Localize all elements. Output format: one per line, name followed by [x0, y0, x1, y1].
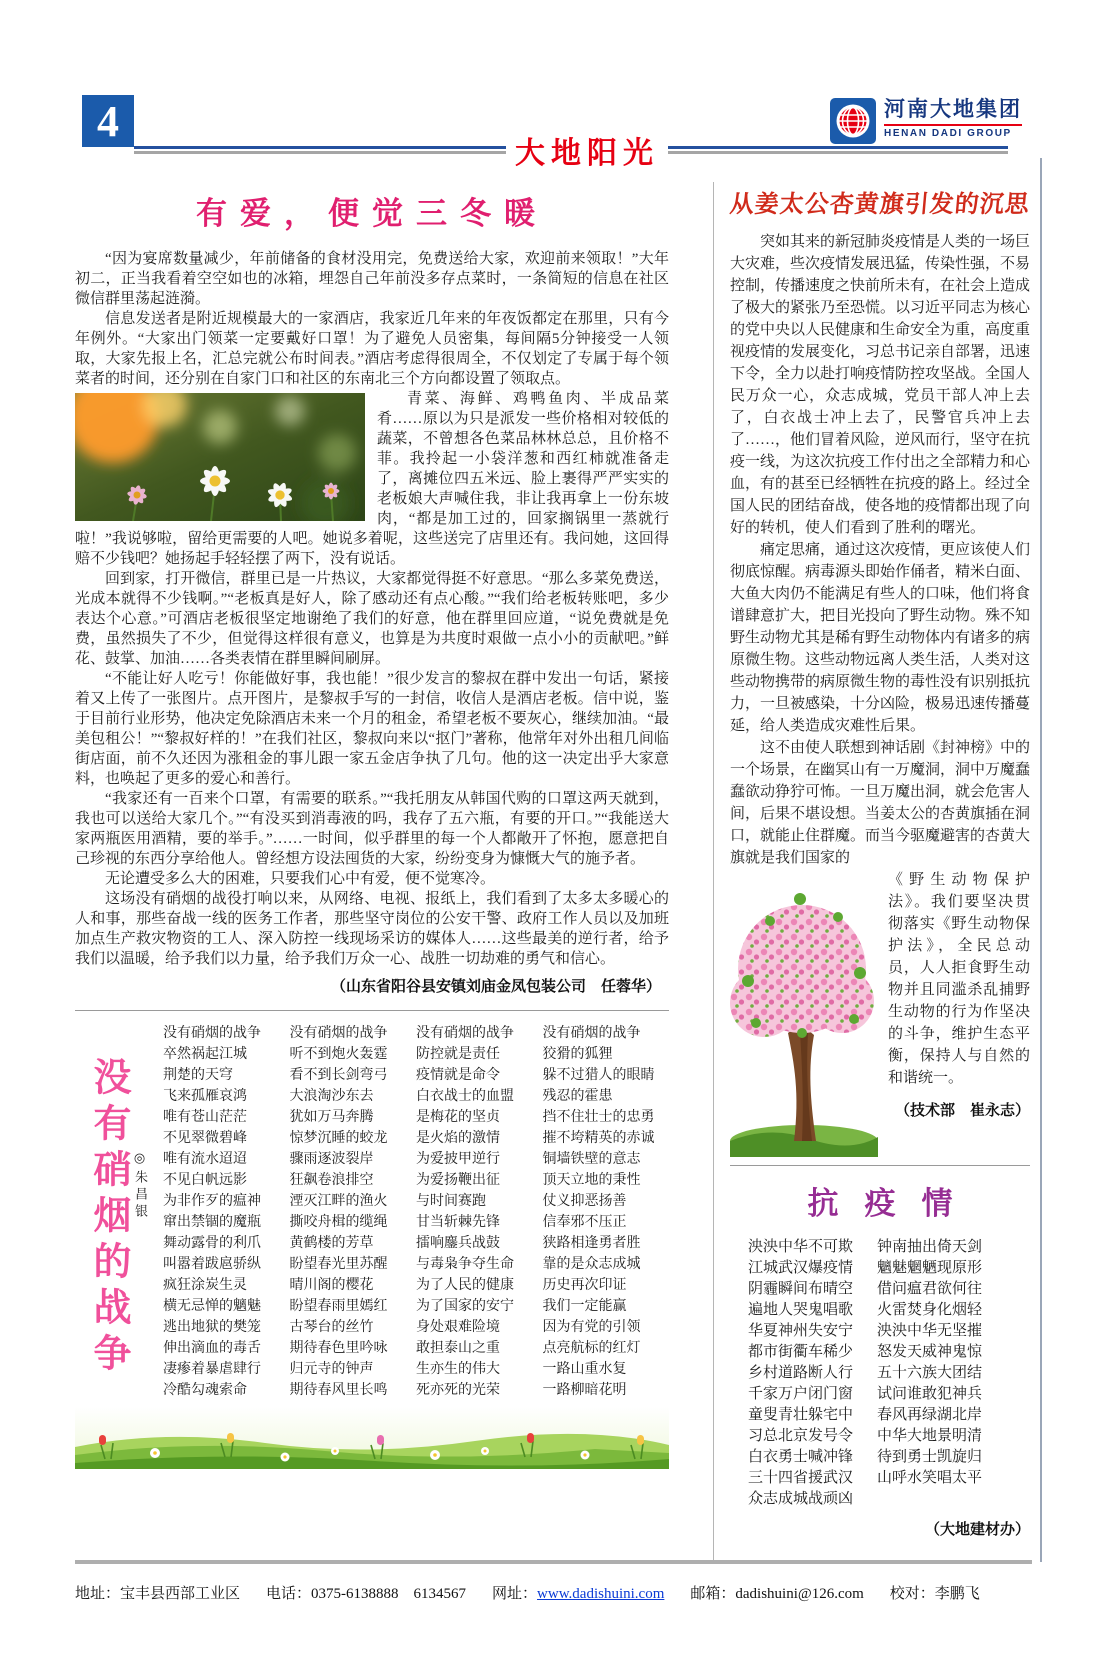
poem2-line: 借问瘟君欲何往 [877, 1281, 983, 1297]
poem1-line: 黄鹤楼的芳草 [289, 1236, 374, 1251]
footer-phone: 电话：0375-6138888 6134567 [266, 1586, 467, 1602]
left-section-divider [75, 1010, 669, 1011]
poem2-line: 乡村道路断人行 [748, 1365, 854, 1381]
poem1-line: 摧不垮精英的赤诚 [542, 1131, 655, 1146]
article2-paragraph: 痛定思痛，通过这次疫情，更应该使人们彻底惊醒。病毒源头即始作俑者，精米白面、大鱼大肉仍不能满足有些人的口味，他们将食谱肆意扩大，把目光投向了野生动物。殊不知野生动物尤其是稀有野生动物体内有诸多的病原微生物。这些动物远离人类生活，人类对这些动物携带的病原微生物的毒性没有识别抵抗力，一旦被感染，十分凶险，极易迅速传播蔓延，给人类造成灾难性后果。 [730, 542, 1031, 734]
poem2-line: 魑魅魍魉现原形 [877, 1260, 983, 1276]
footer-website [492, 1582, 664, 1603]
right-section-divider [730, 1165, 1030, 1166]
poem1-line: 残忍的霍患 [542, 1089, 613, 1104]
footer-proofreader: 校对：李鹏飞 [889, 1586, 980, 1602]
poem1-line: 归元寺的钟声 [289, 1362, 374, 1377]
page-number: 4 [82, 95, 134, 147]
page-right-border [1040, 158, 1042, 1562]
poem2-column-2 [877, 1237, 982, 1510]
poem2-line: 怒发天威神鬼惊 [877, 1344, 983, 1360]
article1-paragraph: “我家还有一百来个口罩，有需要的联系。”“我托朋友从韩国代购的口罩这两天就到，我也可以送给大家几个。”“有没买到消毒液的吗，我存了五六瓶，有要的开口。”“我能送大家两瓶医用酒精，要的举手。”……一时间，似乎群里的每一个人都敞开了怀抱，愿意把自己珍视的东西分享给他人。曾经想方设法囤货的大家，纷纷变身为慷慨大气的施予者。 [75, 791, 669, 867]
poem1-line: 一路山重水复 [542, 1362, 627, 1377]
poem2-line: 众志成城战顽凶 [748, 1491, 854, 1507]
poem1-line: 骤雨逐波裂岸 [289, 1152, 374, 1167]
footer-address: 地址：宝丰县西部工业区 [75, 1586, 241, 1602]
article1-byline: （山东省阳谷县安镇刘庙金凤包装公司 任蓉华） [330, 978, 661, 995]
poem1-line: 横无忌惮的魑魅 [163, 1299, 261, 1314]
poem2-line: 童叟青壮躲宅中 [748, 1407, 854, 1423]
poem1-line: 挡不住壮士的忠勇 [542, 1110, 655, 1125]
poem1-line: 舞动露骨的利爪 [163, 1236, 261, 1251]
footer-email: 邮箱：dadishuini@126.com [690, 1586, 864, 1602]
footer-website-label: 网址： [492, 1586, 538, 1602]
poem1-line: 与时间赛跑 [416, 1194, 486, 1209]
poem1-line: 点亮航标的红灯 [542, 1341, 641, 1356]
poem1-line: 躲不过猎人的眼睛 [542, 1068, 655, 1083]
globe-icon [830, 98, 876, 149]
poem2-line: 习总北京发号令 [748, 1428, 854, 1444]
logo-name-cn: 河南大地集团 [884, 98, 1022, 121]
poem1-line: 是火焰的激情 [416, 1131, 500, 1146]
poem2-line: 火雷焚身化烟轻 [877, 1302, 983, 1318]
poem1-line: 我们一定能赢 [542, 1299, 627, 1314]
poem1-line: 死亦死的光荣 [416, 1383, 500, 1398]
article1-paragraph: 这场没有硝烟的战役打响以来，从网络、电视、报纸上，我们看到了太多太多暖心的人和事，那些奋战一线的医务工作者，那些坚守岗位的公安干警、政府工作人员以及加班加点生产救灾物资的工人、深入防控一线现场采访的媒体人……这些最美的逆行者，给予我们以温暖，给予我们以力量，给予我们万众一心、战胜一切劫难的勇气和信心。 [75, 891, 669, 967]
poem1-line: 看不到长剑弯弓 [289, 1068, 388, 1083]
poem1-line: 盼望春雨里嫣红 [289, 1299, 388, 1314]
poem1-line: 湮灭江畔的渔火 [289, 1194, 388, 1209]
poem1-line: 听不到炮火轰霆 [289, 1047, 388, 1062]
poem1-line: 一路柳暗花明 [542, 1383, 627, 1398]
article1-paragraph: “因为宴席数量减少，年前储备的食材没用完，免费送给大家，欢迎前来领取！”大年初二，正当我看着空空如也的冰箱，埋怨自己年前没多存点菜时，一条简短的信息在社区微信群里荡起涟漪。 [75, 251, 669, 307]
poem2-line: 钟南抽出倚天剑 [877, 1239, 983, 1255]
poem1-line: 荆楚的天穹 [163, 1068, 233, 1083]
poem1-line: 撕咬舟楫的缆绳 [289, 1215, 388, 1230]
poem1-line: 因为有党的引领 [542, 1320, 641, 1335]
poem1-line: 为了人民的健康 [416, 1278, 514, 1293]
poem1-line: 狭路相逢勇者胜 [542, 1236, 641, 1251]
flower-photo [75, 393, 365, 521]
page-footer [75, 1560, 1032, 1603]
article1-paragraph: 回到家，打开微信，群里已是一片热议，大家都觉得挺不好意思。“那么多菜免费送，光成本就得不少钱啊。”“老板真是好人，除了感动还有点心酸。”“我们给老板转账吧，多少表达个心意。”可酒店老板很坚定地谢绝了我们的好意，他在群里回应道，“说免费就是免费，虽然损失了不少，但觉得这样很有意义，也算是为共度时艰做一点小小的贡献吧。”鲜花、鼓掌、加油……各类表情在群里瞬间刷屏。 [75, 571, 669, 667]
header-rule-left [134, 146, 506, 149]
article2-body [730, 231, 1030, 1120]
poem2-line: 试问谁敢犯神兵 [877, 1386, 983, 1402]
poem1-line: 疫情就是命令 [416, 1068, 500, 1083]
poem1-line: 惊梦沉睡的蛟龙 [289, 1131, 388, 1146]
poem2-line: 白衣勇士喊冲锋 [748, 1449, 854, 1465]
article2-paragraph: 突如其来的新冠肺炎疫情是人类的一场巨大灾难，些次疫情发展迅猛，传染性强，不易控制，传播速度之快前所未有，在社会上造成了极大的紧张乃至恐慌。以习近平同志为核心的党中央以人民健康和生命安全为重，高度重视疫情的发展变化，习总书记亲自部署，迅速下令，全力以赴打响疫情防控攻坚战。全国人民万众一心，众志成城，党员干部人冲上去了，白衣战士冲上去了，民警官兵冲上去了……，他们冒着风险，逆风而行，坚守在抗疫一线，为这次抗疫工作付出之全部精力和心血，有的甚至已经牺牲在抗疫的路上。经过全国人民的团结奋战，使各地的疫情都出现了向好的转机，使人们看到了胜利的曙光。 [730, 234, 1031, 536]
poem1-line: 擂响鏖兵战鼓 [416, 1236, 500, 1251]
poem1-line: 信奉邪不压正 [542, 1215, 627, 1230]
poem2-line: 五十六族大团结 [877, 1365, 983, 1381]
poem2-line: 遍地人哭鬼唱歌 [748, 1302, 854, 1318]
poem2-line: 都市街衢车稀少 [748, 1344, 854, 1360]
poem1-line: 卒然祸起江城 [163, 1047, 247, 1062]
poem1-line: 不见白帆远影 [163, 1173, 247, 1188]
poem1-column-3 [416, 1023, 543, 1423]
poem-fight-epidemic [730, 1237, 1030, 1510]
poem1-line: 为了国家的安宁 [416, 1299, 514, 1314]
poem1-line: 为爱披甲逆行 [416, 1152, 500, 1167]
poem1-line: 期待春色里吟咏 [289, 1341, 388, 1356]
footer-rule [75, 1560, 1032, 1564]
poem1-line: 逃出地狱的樊笼 [163, 1320, 261, 1335]
poem1-title: 没有硝烟的战争 [87, 1057, 129, 1379]
poem1-line: 唯有流水迢迢 [163, 1152, 247, 1167]
poem2-line: 江城武汉爆疫情 [748, 1260, 854, 1276]
poem1-line: 狂飙卷浪排空 [289, 1173, 374, 1188]
right-column [730, 182, 1030, 1562]
left-column [75, 182, 669, 1562]
article1-paragraph: 无论遭受多么大的困难，只要我们心中有爱，便不觉寒冷。 [105, 871, 496, 887]
poem1-line: 身处艰难险境 [416, 1320, 500, 1335]
poem2-line: 泱泱中华无坚摧 [877, 1323, 983, 1339]
logo-name-en: HENAN DADI GROUP [884, 128, 1012, 139]
article2-title: 从姜太公杏黄旗引发的沉思 [728, 192, 1031, 218]
poem2-line: 泱泱中华不可欺 [748, 1239, 854, 1255]
poem1-line: 没有硝烟的战争 [163, 1026, 261, 1041]
poem1-line: 不见翠微碧峰 [163, 1131, 247, 1146]
poem2-line: 春风再绿湖北岸 [877, 1407, 983, 1423]
poem1-line: 敢担泰山之重 [416, 1341, 500, 1356]
poem2-line: 待到勇士凯旋归 [877, 1449, 983, 1465]
article1-paragraph: 信息发送者是附近规模最大的一家酒店，我家近几年来的年夜饭都定在那里，只有今年例外。“大家出门领菜一定要戴好口罩！为了避免人员密集，每间隔5分钟接受一人领取，大家先报上名，汇总完就公布时间表。”酒店考虑得很周全，不仅划定了专属于每个领菜者的时间，还分别在自家门口和社区的东南北三个方向都设置了领取点。 [75, 311, 669, 387]
poem2-title: 抗疫情 [807, 1186, 979, 1221]
article2-byline: （技术部 崔永志） [894, 1102, 1030, 1119]
poem-war-without-gunsmoke [75, 1023, 669, 1423]
poem1-line: 疯狂涂炭生灵 [163, 1278, 247, 1293]
poem1-column-1 [163, 1023, 290, 1423]
blossom-tree-illustration [730, 873, 878, 1165]
poem2-line: 千家万户闭门窗 [748, 1386, 854, 1402]
column-divider [713, 182, 714, 1562]
poem1-line: 防控就是责任 [416, 1047, 500, 1062]
masthead-title: 大地阳光 [515, 137, 659, 170]
poem1-line: 与毒枭争夺生命 [416, 1257, 514, 1272]
poem1-author: ◎朱昌银 [133, 1151, 148, 1221]
poem1-line: 为非作歹的瘟神 [163, 1194, 261, 1209]
poem1-line: 唯有苍山茫茫 [163, 1110, 247, 1125]
poem2-line: 三十四省援武汉 [748, 1470, 854, 1486]
poem1-line: 伸出滴血的毒舌 [163, 1341, 261, 1356]
poem2-byline: （大地建材办） [924, 1521, 1030, 1538]
poem1-line: 窜出禁锢的魔瓶 [163, 1215, 261, 1230]
poem1-line: 历史再次印证 [542, 1278, 627, 1293]
article1-title: 有爱，便觉三冬暖 [196, 196, 548, 231]
poem1-line: 盼望春光里苏醒 [289, 1257, 388, 1272]
article1-paragraph: 青菜、海鲜、鸡鸭鱼肉、半成品菜肴……原以为只是派发一些价格相对较低的蔬菜，不曾想各色菜品林林总总，且价格不菲。我拎起一小袋洋葱和西红柿就准备走了，离摊位四五米远、脸上裹得严严实实的老板娘大声喊住我，非让我再拿上一份东坡肉，“都是加工过的，回家搁锅里一蒸就行啦！”我说够啦，留给更需要的人吧。她说多着呢，这些送完了店里还有。我问她，这回得赔不少钱吧？她扬起手轻轻摆了两下，没有说话。 [75, 391, 669, 567]
poem2-line: 中华大地景明清 [877, 1428, 983, 1444]
poem1-line: 靠的是众志成城 [542, 1257, 641, 1272]
poem1-line: 古琴台的丝竹 [289, 1320, 374, 1335]
poem2-line: 山呼水笑唱太平 [877, 1470, 983, 1486]
logo-underline [884, 124, 1022, 126]
poem1-line: 没有硝烟的战争 [416, 1026, 514, 1041]
footer-website-link[interactable]: www.dadishuini.com [537, 1586, 665, 1602]
poem1-line: 期待春风里长鸣 [289, 1383, 388, 1398]
poem1-line: 犹如万马奔腾 [289, 1110, 374, 1125]
poem1-line: 凄瘆着暴虐肆行 [163, 1362, 261, 1377]
poem1-line: 晴川阁的樱花 [289, 1278, 374, 1293]
poem1-line: 狡猾的狐狸 [542, 1047, 613, 1062]
poem1-line: 铜墙铁壁的意志 [542, 1152, 641, 1167]
poem1-line: 没有硝烟的战争 [542, 1026, 641, 1041]
poem1-column-4 [543, 1023, 670, 1423]
poem1-line: 飞来孤雁哀鸿 [163, 1089, 247, 1104]
poem1-line: 冷酷勾魂索命 [163, 1383, 247, 1398]
poem1-line: 叫嚣着跋扈骄纵 [163, 1257, 261, 1272]
article1-paragraph: “不能让好人吃亏！你能做好事，我也能！”很少发言的黎叔在群中发出一句话，紧接着又上传了一张图片。点开图片，是黎叔手写的一封信，收信人是酒店老板。信中说，鉴于目前行业形势，他决定免除酒店未来一个月的租金，希望老板不要灰心，继续加油。“最美包租公！”“黎叔好样的！”在我们社区，黎叔向来以“抠门”著称，他常年对外出租几间临街店面，前不久还因为涨租金的事儿跟一家五金店争执了几句。他的这一决定出乎大家意料，也唤起了更多的爱心和善行。 [75, 671, 669, 787]
company-logo [830, 98, 1022, 149]
article2-wrap-paragraph: 《野生动物保护法》。我们要坚决贯彻落实《野生动物保护法》，全民总动员，人人拒食野生动物并且同滥杀乱捕野生动物的行为作坚决的斗争，维护生态平衡，保持人与自然的和谐统一。 [888, 872, 1030, 1086]
poem1-line: 白衣战士的血盟 [416, 1089, 514, 1104]
poem1-line: 大浪淘沙东去 [289, 1089, 374, 1104]
poem1-line: 是梅花的坚贞 [416, 1110, 500, 1125]
poem1-line: 甘当斩棘先锋 [416, 1215, 500, 1230]
poem2-line: 华夏神州失安宁 [748, 1323, 854, 1339]
poem1-line: 为爱扬鞭出征 [416, 1173, 500, 1188]
poem1-line: 生亦生的伟大 [416, 1362, 500, 1377]
poem1-line: 仗义抑恶扬善 [542, 1194, 627, 1209]
article2-paragraph: 这不由使人联想到神话剧《封神榜》中的一个场景，在幽冥山有一万魔洞，洞中万魔蠢蠢欲动狰狞可怖。一旦万魔出洞，就会危害人间，后果不堪设想。当姜太公的杏黄旗插在洞口，就能止住群魔。而当今驱魔避害的杏黄大旗就是我们国家的 [730, 740, 1031, 866]
poem1-line: 没有硝烟的战争 [289, 1026, 388, 1041]
poem1-column-2 [290, 1023, 417, 1423]
poem2-column-1 [748, 1237, 853, 1510]
poem2-line: 阴霾瞬间布晴空 [748, 1281, 854, 1297]
article1-body [75, 249, 669, 969]
poem1-line: 顶天立地的秉性 [542, 1173, 641, 1188]
